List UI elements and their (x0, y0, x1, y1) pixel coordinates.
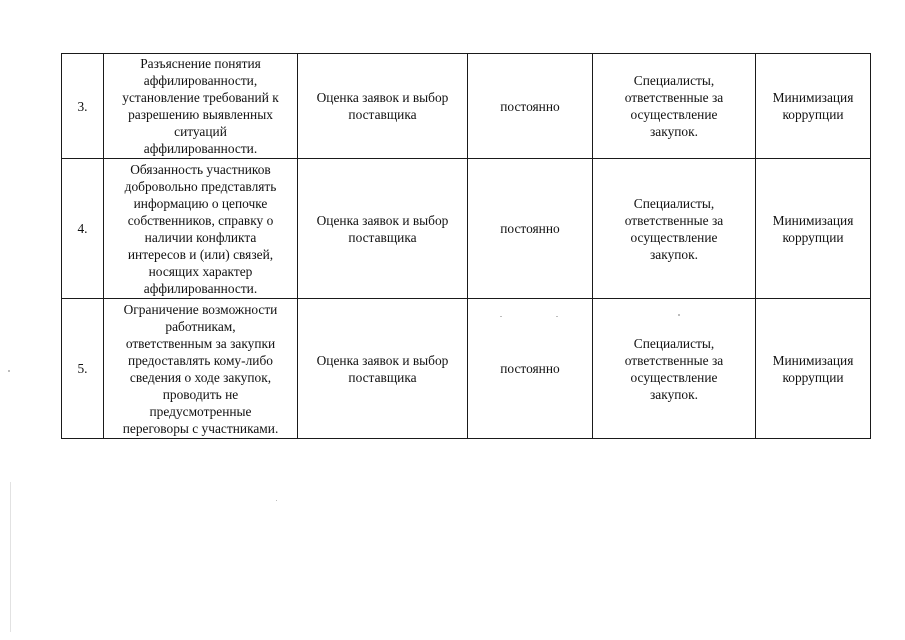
procurement-stage-cell: Оценка заявок и выбор поставщика (298, 299, 468, 439)
row-number-cell: 4. (62, 159, 104, 299)
measure-description-cell: Ограничение возможности работникам, ответственным за закупки предоставлять кому-либо сведения о ходе закупок, проводить не предусмотренные переговоры с участниками. (104, 299, 298, 439)
measure-description-cell: Разъяснение понятия аффилированности, установление требований к разрешению выявленных ситуаций аффилированности. (104, 54, 298, 159)
period-cell: постоянно (468, 159, 593, 299)
scan-speck (8, 370, 10, 372)
responsible-cell: Специалисты, ответственные за осуществление закупок. (593, 159, 756, 299)
procurement-stage-cell: Оценка заявок и выбор поставщика (298, 54, 468, 159)
table-row (62, 159, 871, 299)
responsible-cell: Специалисты, ответственные за осуществление закупок. (593, 299, 756, 439)
scan-speck (556, 316, 558, 317)
period-cell: постоянно (468, 54, 593, 159)
scan-speck (276, 500, 277, 501)
period-cell: постоянно (468, 299, 593, 439)
row-number-cell: 3. (62, 54, 104, 159)
result-cell: Минимизация коррупции (756, 54, 871, 159)
responsible-cell: Специалисты, ответственные за осуществление закупок. (593, 54, 756, 159)
measure-description-cell: Обязанность участников добровольно представлять информацию о цепочке собственников, справку о наличии конфликта интересов и (или) связей, носящих характер аффилированности. (104, 159, 298, 299)
table-row (62, 299, 871, 439)
scan-speck (500, 316, 502, 317)
result-cell: Минимизация коррупции (756, 299, 871, 439)
table-row (62, 54, 871, 159)
anticorruption-measures-table (61, 53, 871, 439)
scan-speck (678, 314, 680, 316)
scan-speck (10, 482, 11, 632)
row-number-cell: 5. (62, 299, 104, 439)
result-cell: Минимизация коррупции (756, 159, 871, 299)
procurement-stage-cell: Оценка заявок и выбор поставщика (298, 159, 468, 299)
